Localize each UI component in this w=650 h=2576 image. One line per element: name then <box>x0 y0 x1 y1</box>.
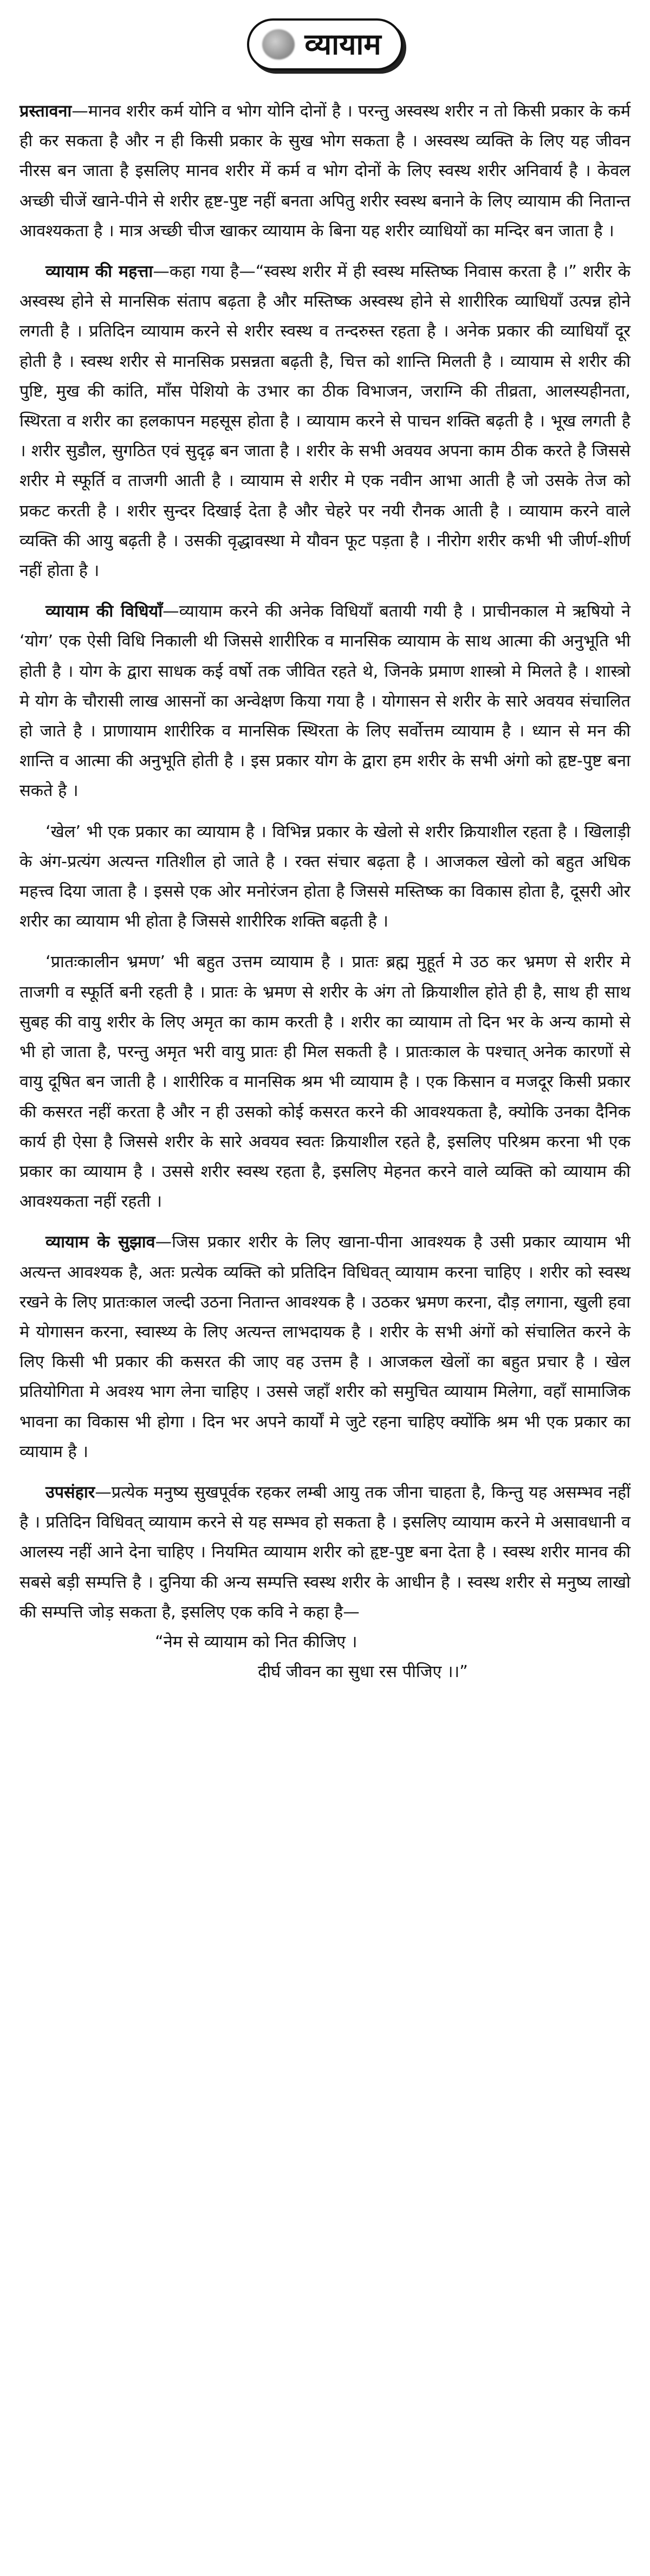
paragraph-importance <box>20 257 630 586</box>
poem-line-1: “नेम से व्यायाम को नित कीजिए । <box>155 1632 358 1652</box>
paragraph-text: —जिस प्रकार शरीर के लिए खाना-पीना आवश्यक है उसी प्रकार व्यायाम भी अत्यन्त आवश्यक है, अतः प्रत्येक व्यक्ति को प्रतिदिन विधिवत् व्यायाम करना चाहिए । शरीर को स्वस्थ रखने के लिए प्रातःकाल जल्दी उठना नितान्त आवश्यक है । उठकर भ्रमण करना, दौड़ लगाना, खुली हवा मे योगासन करना, स्वास्थ्य के लिए अत्यन्त लाभदायक है । शरीर के सभी अंगों को संचालित करने के लिए किसी भी प्रकार की कसरत की जाए वह उत्तम है । आजकल खेलों का बहुत प्रचार है । खेल प्रतियोगिता मे अवश्य भाग लेना चाहिए । उससे जहाँ शरीर को समुचित व्यायाम मिलेगा, वहाँ सामाजिक भावना का विकास भी होगा । दिन भर अपने कार्यों मे जुटे रहना चाहिए क्योंकि श्रम भी एक प्रकार का व्यायाम है । <box>20 1233 630 1461</box>
paragraph-text: —कहा गया है—“स्वस्थ शरीर में ही स्वस्थ मस्तिष्क निवास करता है ।” शरीर के अस्वस्थ होने से मानसिक संताप बढ़ता है और मस्तिष्क अस्वस्थ होने से शारीरिक व्याधियाँ उत्पन्न होने लगती है । प्रतिदिन व्यायाम करने से शरीर स्वस्थ व तन्दरुस्त रहता है । अनेक प्रकार की व्याधियाँ दूर होती है । स्वस्थ शरीर से मानसिक प्रसन्नता बढ़ती है, चित्त को शान्ति मिलती है । व्यायाम से शरीर की पुष्टि, मुख की कांति, माँस पेशियो के उभार का ठीक विभाजन, जराग्नि की तीव्रता, आलस्यहीनता, स्थिरता व शरीर का हलकापन महसूस होता है । व्यायाम करने से पाचन शक्ति बढ़ती है । भूख लगती है । शरीर सुडौल, सुगठित एवं सुदृढ़ बन जाता है । शरीर के सभी अवयव अपना काम ठीक करते है जिससे शरीर मे स्फूर्ति व ताजगी आती है । व्यायाम से शरीर मे एक नवीन आभा आती है जो उसके तेज को प्रकट करती है । शरीर सुन्दर दिखाई देता है और चेहरे पर नयी रौनक आती है । व्यायाम करने वाले व्यक्ति की आयु बढ़ती है । उसकी वृद्धावस्था मे यौवन फूट पड़ता है । नीरोग शरीर कभी भी जीर्ण-शीर्ण नहीं होता है । <box>20 262 630 581</box>
paragraph-sports <box>20 817 630 937</box>
paragraph-text: ‘खेल’ भी एक प्रकार का व्यायाम है । विभिन्न प्रकार के खेलो से शरीर क्रियाशील रहता है । खिलाड़ी के अंग-प्रत्यंग अत्यन्त गतिशील हो जाते है । रक्त संचार बढ़ता है । आजकल खेलो को बहुत अधिक महत्त्व दिया जाता है । इससे एक ओर मनोरंजन होता है जिससे मस्तिष्क का विकास होता है, दूसरी ओर शरीर का व्यायाम भी होता है जिससे शारीरिक शक्ति बढ़ती है । <box>20 822 630 931</box>
paragraph-heading: व्यायाम की विधियाँ <box>46 602 163 622</box>
page-title: व्यायाम <box>304 27 381 61</box>
paragraph-heading: व्यायाम की महत्ता <box>46 262 153 282</box>
paragraph-text: —व्यायाम करने की अनेक विधियाँ बतायी गयी है । प्राचीनकाल मे ऋषियो ने ‘योग’ एक ऐसी विधि निकाली थी जिससे शारीरिक व मानसिक व्यायाम के साथ आत्मा की अनुभूति भी होती है । योग के द्वारा साधक कई वर्षो तक जीवित रहते थे, जिनके प्रमाण शास्त्रो मे मिलते है । शास्त्रो मे योग के चौरासी लाख आसनों का अन्वेक्षण किया गया है । योगासन से शरीर के सारे अवयव संचालित हो जाते है । प्राणायाम शारीरिक व मानसिक स्थिरता के लिए सर्वोत्तम व्यायाम है । ध्यान से मन की शान्ति व आत्मा की अनुभूति होती है । इस प्रकार योग के द्वारा हम शरीर के सभी अंगो को हृष्ट-पुष्ट बना सकते है । <box>20 602 631 801</box>
poem-line-2: दीर्घ जीवन का सुधा रस पीजिए ।।” <box>258 1662 468 1682</box>
title-area <box>190 12 460 77</box>
paragraph-methods <box>20 597 630 806</box>
blurred-emblem-icon <box>262 29 295 60</box>
paragraph-conclusion <box>20 1478 630 1627</box>
paragraph-text: ‘प्रातःकालीन भ्रमण’ भी बहुत उत्तम व्यायाम है । प्रातः ब्रह्म मुहूर्त मे उठ कर भ्रमण से शरीर मे ताजगी व स्फूर्ति बनी रहती है । प्रातः के भ्रमण से शरीर के अंग तो क्रियाशील होते ही है, साथ ही साथ सुबह की वायु शरीर के लिए अमृत का काम करती है । शरीर का व्यायाम तो दिन भर के अन्य कामो से भी हो जाता है, परन्तु अमृत भरी वायु प्रातः ही मिल सकती है । प्रातःकाल के पश्चात् अनेक कारणों से वायु दूषित बन जाती है । शारीरिक व मानसिक श्रम भी व्यायाम है । एक किसान व मजदूर किसी प्रकार की कसरत नहीं करता है और न ही उसको कोई कसरत करने की आवश्यकता है, क्योकि उनका दैनिक कार्य ही ऐसा है जिससे शरीर के सारे अवयव स्वतः क्रियाशील रहते है, इसलिए परिश्रम करना भी एक प्रकार का व्यायाम है । उससे शरीर स्वस्थ रहता है, इसलिए मेहनत करने वाले व्यक्ति को व्यायाम की आवश्यकता नहीं रहती । <box>20 953 630 1212</box>
paragraph-morning-walk <box>20 947 630 1216</box>
paragraph-introduction <box>20 96 630 246</box>
paragraph-text: —प्रत्येक मनुष्य सुखपूर्वक रहकर लम्बी आयु तक जीना चाहता है, किन्तु यह असम्भव नहीं है । प्रतिदिन विधिवत् व्यायाम करने से यह सम्भव हो सकता है । इसलिए व्यायाम करने मे असावधानी व आलस्य नहीं आने देना चाहिए । नियमित व्यायाम शरीर को हृष्ट-पुष्ट बना देता है । स्वस्थ शरीर मानव की सबसे बड़ी सम्पत्ति है । दुनिया की अन्य सम्पत्ति स्वस्थ शरीर के आधीन है । स्वस्थ शरीर से मनुष्य लाखो की सम्पत्ति जोड़ सकता है, इसलिए एक कवि ने कहा है— <box>20 1483 630 1622</box>
paragraph-heading: व्यायाम के सुझाव <box>46 1233 155 1252</box>
paragraph-heading: उपसंहार <box>46 1483 95 1502</box>
paragraph-suggestions <box>20 1227 630 1467</box>
title-banner <box>247 18 402 70</box>
paragraph-heading: प्रस्तावना <box>20 102 72 121</box>
essay-body <box>20 96 630 1687</box>
paragraph-text: —मानव शरीर कर्म योनि व भोग योनि दोनों है । परन्तु अस्वस्थ शरीर न तो किसी प्रकार के कर्म ही कर सकता है और न ही किसी प्रकार के सुख भोग सकता है । अस्वस्थ व्यक्ति के लिए यह जीवन नीरस बन जाता है इसलिए मानव शरीर में कर्म व भोग दोनों के लिए स्वस्थ शरीर अनिवार्य है । केवल अच्छी चीजें खाने-पीने से शरीर हृष्ट-पुष्ट नहीं बनता अपितु शरीर स्वस्थ बनाने के लिए व्यायाम की नितान्त आवश्यकता है । मात्र अच्छी चीज खाकर व्यायाम के बिना यह शरीर व्याधियों का मन्दिर बन जाता है । <box>20 102 630 241</box>
